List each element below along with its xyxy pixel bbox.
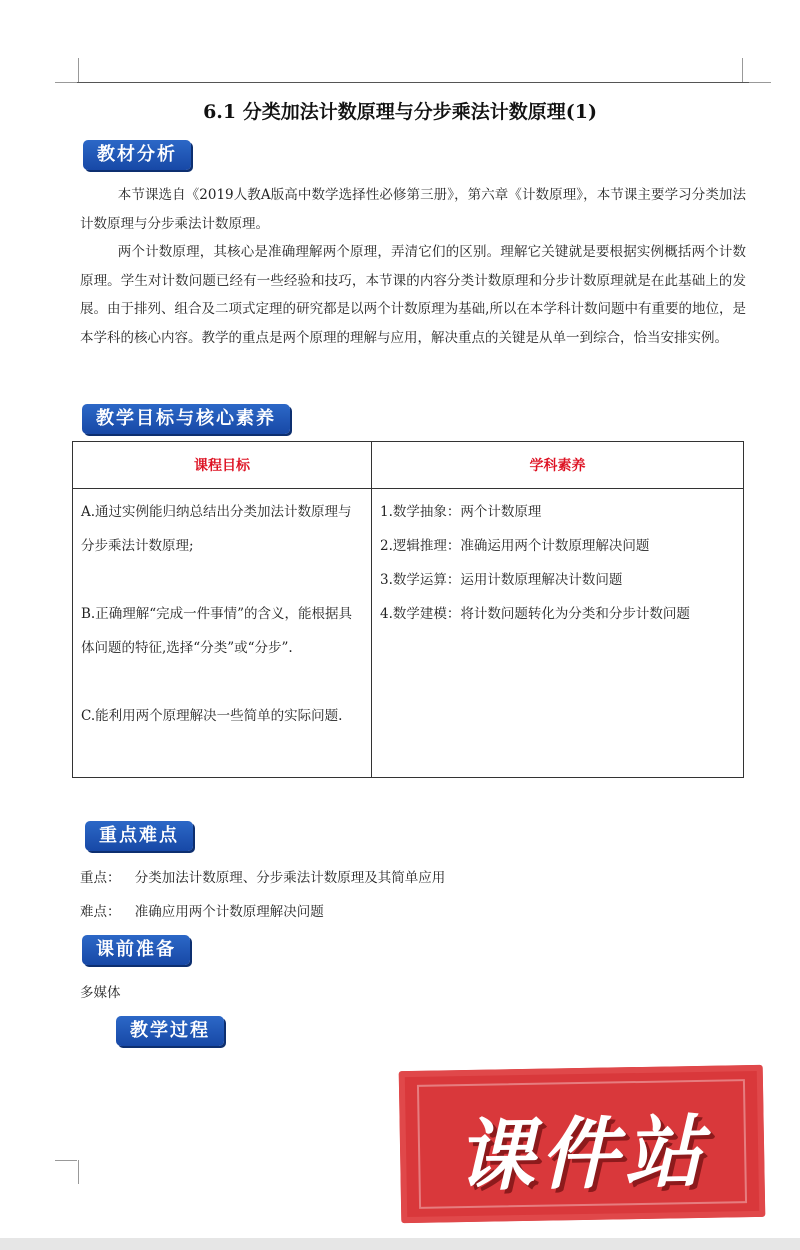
prep-text: 多媒体 bbox=[80, 985, 121, 1001]
section-tag-keypoints: 重点难点 bbox=[85, 821, 193, 851]
literacy-cell bbox=[372, 489, 744, 778]
literacy-item: 3.数学运算：运用计数原理解决计数问题 bbox=[380, 572, 623, 588]
section-tag-goals: 教学目标与核心素养 bbox=[82, 404, 290, 434]
watermark-stamp bbox=[399, 1065, 766, 1223]
key-point-text: 分类加法计数原理、分步乘法计数原理及其简单应用 bbox=[134, 870, 446, 886]
goals-cell bbox=[73, 489, 372, 778]
crop-mark bbox=[78, 58, 79, 82]
crop-mark bbox=[749, 82, 771, 83]
analysis-text bbox=[80, 181, 746, 352]
analysis-paragraph: 本节课选自《2019人教A版高中数学选择性必修第三册》，第六章《计数原理》，本节课主要学习分类加法计数原理与分步乘法计数原理。 bbox=[80, 187, 746, 232]
key-point-line bbox=[80, 866, 445, 886]
goal-item: A.通过实例能归纳总结出分类加法计数原理与分步乘法计数原理; bbox=[81, 504, 352, 554]
literacy-item: 1.数学抽象：两个计数原理 bbox=[380, 504, 542, 520]
bottom-bar bbox=[0, 1238, 800, 1250]
table-header-goals: 课程目标 bbox=[73, 442, 372, 489]
section-tag-prep: 课前准备 bbox=[82, 935, 190, 965]
section-tag-process: 教学过程 bbox=[116, 1016, 224, 1046]
goals-table bbox=[72, 441, 744, 778]
goal-item: C.能利用两个原理解决一些简单的实际问题. bbox=[81, 708, 343, 724]
watermark-text: 课件站 bbox=[455, 1107, 709, 1203]
difficult-point-line bbox=[80, 900, 324, 920]
crop-mark bbox=[55, 1160, 77, 1161]
analysis-paragraph: 两个计数原理，其核心是准确理解两个原理，弄清它们的区别。理解它关键就是要根据实例概括两个计数原理。学生对计数问题已经有一些经验和技巧，本节课的内容分类计数原理和分步计数原理就是在此基础上的发展。由于排列、组合及二项式定理的研究都是以两个计数原理为基础,所以在本学科计数问题中有重要的地位，是本学科的核心内容。教学的重点是两个原理的理解与应用，解决重点的关键是从单一到综合，恰当安排实例。 bbox=[80, 244, 746, 346]
crop-mark bbox=[55, 82, 77, 83]
goal-item: B.正确理解“完成一件事情”的含义，能根据具体问题的特征,选择“分类”或“分步”. bbox=[81, 606, 353, 656]
crop-mark bbox=[78, 1160, 79, 1184]
section-tag-analysis: 教材分析 bbox=[83, 140, 191, 170]
document-title: 6.1 分类加法计数原理与分步乘法计数原理(1) bbox=[203, 101, 597, 123]
key-point-label: 重点： bbox=[80, 870, 121, 886]
page-top-border bbox=[77, 82, 749, 83]
difficult-point-text: 准确应用两个计数原理解决问题 bbox=[134, 904, 324, 920]
table-header-literacy: 学科素养 bbox=[372, 442, 744, 489]
literacy-item: 4.数学建模：将计数问题转化为分类和分步计数问题 bbox=[380, 606, 690, 622]
difficult-point-label: 难点： bbox=[80, 904, 121, 920]
literacy-item: 2.逻辑推理：准确运用两个计数原理解决问题 bbox=[380, 538, 650, 554]
crop-mark bbox=[742, 58, 743, 82]
